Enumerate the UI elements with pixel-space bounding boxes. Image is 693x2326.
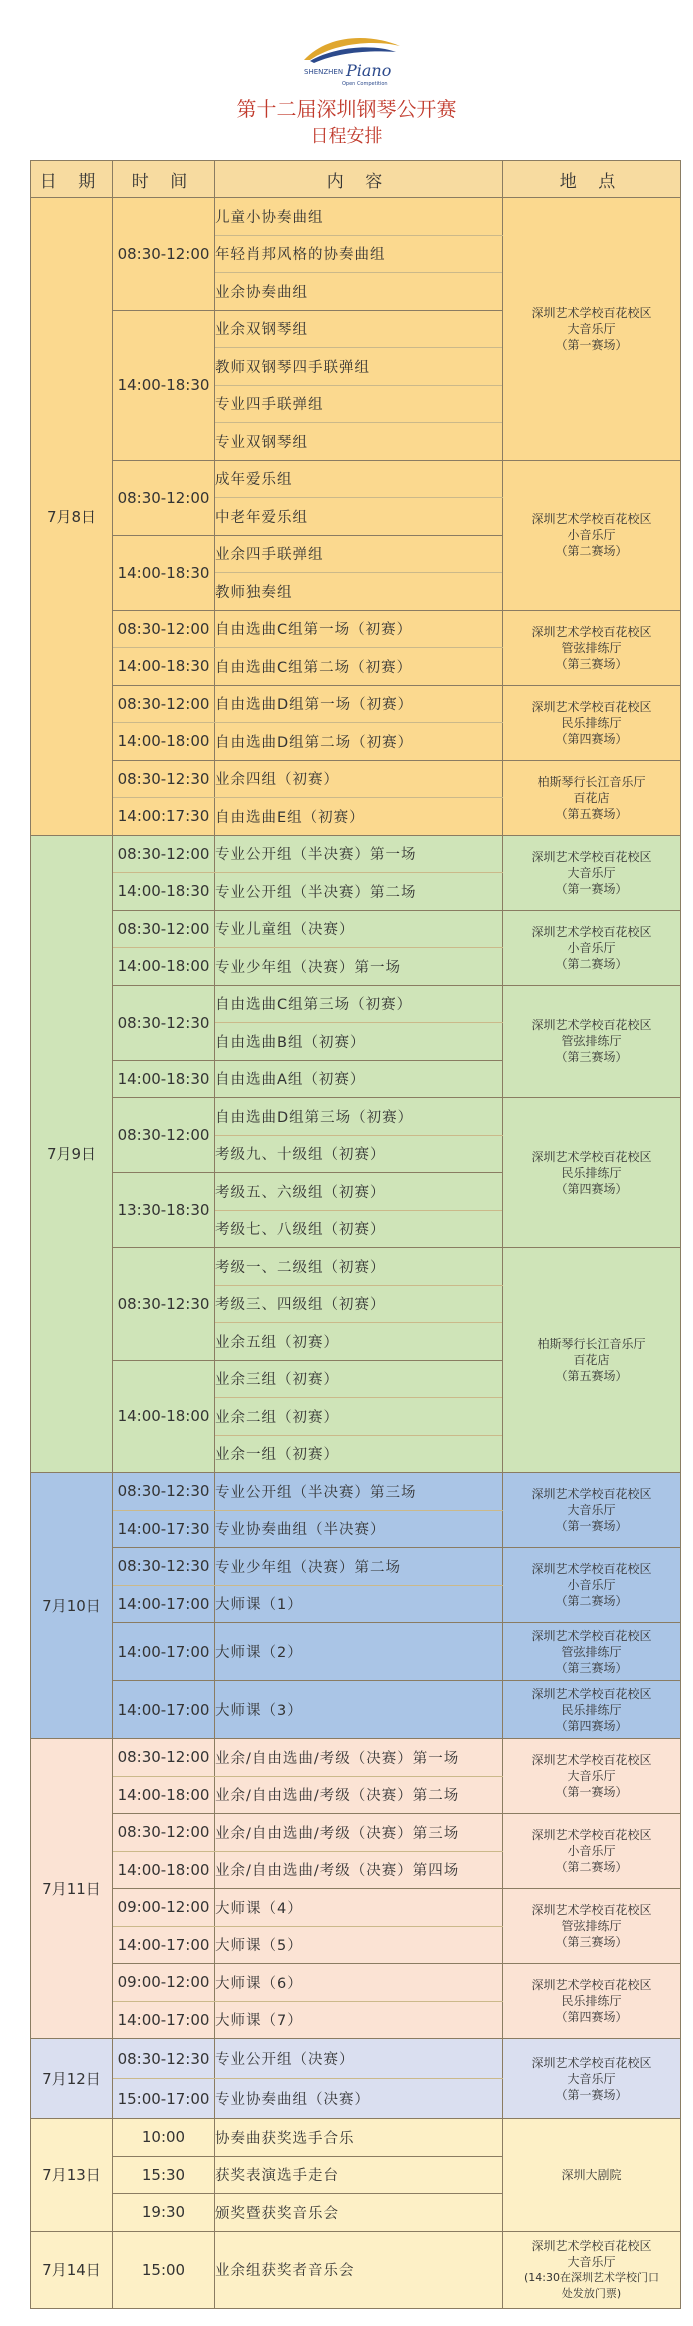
table-row [31,1889,681,1927]
venue-cell: 深圳艺术学校百花校区 民乐排练厅 （第四赛场） [503,1681,681,1739]
time-cell: 15:00-17:00 [113,2079,215,2119]
time-cell: 14:00-17:00 [113,1681,215,1739]
event-item: 专业少年组（决赛）第一场 [215,948,503,986]
event-item: 业余三组（初赛） [215,1360,503,1398]
event-item: 业余协奏曲组 [215,273,503,311]
svg-text:Open Competition: Open Competition [342,81,388,87]
time-cell: 08:30-12:00 [113,685,215,723]
time-cell: 08:30-12:30 [113,760,215,798]
venue-cell: 深圳艺术学校百花校区 民乐排练厅 （第四赛场） [503,1964,681,2039]
event-item: 大师课（6） [215,1964,503,2002]
table-row [31,1098,681,1136]
time-cell: 19:30 [113,2194,215,2232]
event-item: 专业公开组（决赛） [215,2039,503,2079]
venue-cell: 柏斯琴行长江音乐厅 百花店 （第五赛场） [503,760,681,835]
event-item: 考级七、八级组（初赛） [215,1210,503,1248]
time-cell: 10:00 [113,2119,215,2157]
event-item: 业余五组（初赛） [215,1323,503,1361]
venue-cell: 深圳艺术学校百花校区 小音乐厅 （第二赛场） [503,1548,681,1623]
event-item: 教师独奏组 [215,573,503,611]
time-cell: 08:30-12:00 [113,910,215,948]
table-row [31,1548,681,1586]
venue-cell: 深圳艺术学校百花校区 管弦排练厅 （第三赛场） [503,610,681,685]
time-cell: 08:30-12:30 [113,1473,215,1511]
time-cell: 14:00-18:30 [113,535,215,610]
svg-text:Piano: Piano [346,61,392,80]
event-item: 协奏曲获奖选手合乐 [215,2119,503,2157]
event-item: 自由选曲D组第二场（初赛） [215,723,503,761]
table-row [31,2231,681,2308]
date-cell: 7月12日 [31,2039,113,2119]
time-cell: 15:00 [113,2231,215,2308]
time-cell: 09:00-12:00 [113,1889,215,1927]
time-cell: 09:00-12:00 [113,1964,215,2002]
venue-cell: 深圳艺术学校百花校区 大音乐厅 (14:30在深圳艺术学校门口 处发放门票) [503,2231,681,2308]
col-header-date: 日 期 [31,161,113,198]
event-item: 业余/自由选曲/考级（决赛）第二场 [215,1776,503,1814]
venue-cell: 深圳艺术学校百花校区 大音乐厅 （第一赛场） [503,1473,681,1548]
table-row [31,460,681,498]
page-header [0,0,693,160]
time-cell: 14:00-18:00 [113,948,215,986]
event-item: 业余双钢琴组 [215,310,503,348]
event-item: 考级三、四级组（初赛） [215,1285,503,1323]
venue-cell: 柏斯琴行长江音乐厅 百花店 （第五赛场） [503,1248,681,1473]
time-cell: 08:30-12:00 [113,198,215,311]
page-title: 第十二届深圳钢琴公开赛 [236,97,457,121]
time-cell: 14:00:17:30 [113,798,215,836]
date-cell: 7月14日 [31,2231,113,2308]
event-item: 大师课（5） [215,1926,503,1964]
schedule-table [30,160,681,2309]
venue-cell: 深圳艺术学校百花校区 小音乐厅 （第二赛场） [503,1814,681,1889]
table-row [31,760,681,798]
time-cell: 13:30-18:30 [113,1173,215,1248]
event-item: 专业公开组（半决赛）第二场 [215,873,503,911]
event-item: 儿童小协奏曲组 [215,198,503,236]
event-item: 大师课（4） [215,1889,503,1927]
event-item: 中老年爱乐组 [215,498,503,536]
event-item: 业余/自由选曲/考级（决赛）第三场 [215,1814,503,1852]
table-row [31,835,681,873]
table-row [31,1473,681,1511]
time-cell: 14:00-17:00 [113,1926,215,1964]
time-cell: 14:00-17:00 [113,1585,215,1623]
event-item: 大师课（2） [215,1623,503,1681]
table-row [31,1681,681,1739]
table-row [31,1739,681,1777]
col-header-content: 内 容 [215,161,503,198]
event-item: 专业协奏曲组（半决赛） [215,1510,503,1548]
event-item: 大师课（1） [215,1585,503,1623]
venue-cell: 深圳艺术学校百花校区 小音乐厅 （第二赛场） [503,460,681,610]
table-row [31,1964,681,2002]
table-row [31,985,681,1023]
table-row [31,685,681,723]
event-item: 专业儿童组（决赛） [215,910,503,948]
time-cell: 14:00-18:00 [113,1776,215,1814]
event-item: 业余四组（初赛） [215,760,503,798]
event-item: 自由选曲E组（初赛） [215,798,503,836]
col-header-time: 时 间 [113,161,215,198]
date-cell: 7月8日 [31,198,113,836]
time-cell: 08:30-12:00 [113,460,215,535]
event-item: 业余四手联弹组 [215,535,503,573]
event-item: 自由选曲C组第一场（初赛） [215,610,503,648]
event-item: 业余二组（初赛） [215,1398,503,1436]
event-item: 自由选曲C组第三场（初赛） [215,985,503,1023]
svg-text:SHENZHEN: SHENZHEN [304,68,344,76]
date-cell: 7月13日 [31,2119,113,2232]
time-cell: 14:00-18:30 [113,1060,215,1098]
table-row [31,1623,681,1681]
event-item: 专业协奏曲组（决赛） [215,2079,503,2119]
table-row [31,1248,681,1286]
venue-cell: 深圳大剧院 [503,2119,681,2232]
time-cell: 14:00-18:00 [113,1360,215,1473]
time-cell: 15:30 [113,2156,215,2194]
time-cell: 08:30-12:30 [113,985,215,1060]
event-item: 获奖表演选手走台 [215,2156,503,2194]
event-item: 业余一组（初赛） [215,1435,503,1473]
event-item: 专业公开组（半决赛）第一场 [215,835,503,873]
event-item: 专业少年组（决赛）第二场 [215,1548,503,1586]
event-item: 大师课（7） [215,2001,503,2039]
event-item: 自由选曲D组第一场（初赛） [215,685,503,723]
time-cell: 08:30-12:00 [113,1098,215,1173]
table-header-row [31,161,681,198]
event-item: 业余/自由选曲/考级（决赛）第四场 [215,1851,503,1889]
venue-cell: 深圳艺术学校百花校区 管弦排练厅 （第三赛场） [503,1623,681,1681]
venue-cell: 深圳艺术学校百花校区 民乐排练厅 （第四赛场） [503,685,681,760]
venue-cell: 深圳艺术学校百花校区 管弦排练厅 （第三赛场） [503,1889,681,1964]
event-item: 教师双钢琴四手联弹组 [215,348,503,386]
time-cell: 08:30-12:00 [113,1814,215,1852]
col-header-venue: 地 点 [503,161,681,198]
time-cell: 14:00-18:30 [113,873,215,911]
event-item: 考级九、十级组（初赛） [215,1135,503,1173]
event-item: 大师课（3） [215,1681,503,1739]
event-item: 成年爱乐组 [215,460,503,498]
time-cell: 08:30-12:00 [113,610,215,648]
event-item: 自由选曲B组（初赛） [215,1023,503,1061]
event-item: 自由选曲C组第二场（初赛） [215,648,503,686]
table-row [31,2119,681,2157]
venue-cell: 深圳艺术学校百花校区 大音乐厅 （第一赛场） [503,835,681,910]
venue-cell: 深圳艺术学校百花校区 小音乐厅 （第二赛场） [503,910,681,985]
date-cell: 7月9日 [31,835,113,1473]
time-cell: 14:00-17:00 [113,2001,215,2039]
table-row [31,910,681,948]
date-cell: 7月10日 [31,1473,113,1739]
venue-cell: 深圳艺术学校百花校区 大音乐厅 （第一赛场） [503,198,681,461]
venue-cell: 深圳艺术学校百花校区 管弦排练厅 （第三赛场） [503,985,681,1098]
table-row [31,610,681,648]
time-cell: 14:00-18:00 [113,723,215,761]
event-item: 考级一、二级组（初赛） [215,1248,503,1286]
time-cell: 08:30-12:30 [113,2039,215,2079]
time-cell: 08:30-12:00 [113,1739,215,1777]
time-cell: 14:00-18:00 [113,1851,215,1889]
page-subtitle: 日程安排 [310,126,383,147]
event-item: 年轻肖邦风格的协奏曲组 [215,235,503,273]
event-item: 业余/自由选曲/考级（决赛）第一场 [215,1739,503,1777]
event-item: 自由选曲D组第三场（初赛） [215,1098,503,1136]
time-cell: 08:30-12:00 [113,835,215,873]
event-item: 专业四手联弹组 [215,385,503,423]
table-row [31,2039,681,2079]
venue-cell: 深圳艺术学校百花校区 民乐排练厅 （第四赛场） [503,1098,681,1248]
event-item: 业余组获奖者音乐会 [215,2231,503,2308]
event-item: 颁奖暨获奖音乐会 [215,2194,503,2232]
table-row [31,198,681,236]
time-cell: 08:30-12:30 [113,1248,215,1361]
event-item: 专业公开组（半决赛）第三场 [215,1473,503,1511]
time-cell: 14:00-17:00 [113,1623,215,1681]
time-cell: 14:00-18:30 [113,648,215,686]
competition-logo [296,30,406,88]
time-cell: 08:30-12:30 [113,1548,215,1586]
venue-cell: 深圳艺术学校百花校区 大音乐厅 （第一赛场） [503,1739,681,1814]
date-cell: 7月11日 [31,1739,113,2039]
venue-cell: 深圳艺术学校百花校区 大音乐厅 （第一赛场） [503,2039,681,2119]
time-cell: 14:00-17:30 [113,1510,215,1548]
event-item: 自由选曲A组（初赛） [215,1060,503,1098]
table-row [31,1814,681,1852]
event-item: 考级五、六级组（初赛） [215,1173,503,1211]
time-cell: 14:00-18:30 [113,310,215,460]
event-item: 专业双钢琴组 [215,423,503,461]
